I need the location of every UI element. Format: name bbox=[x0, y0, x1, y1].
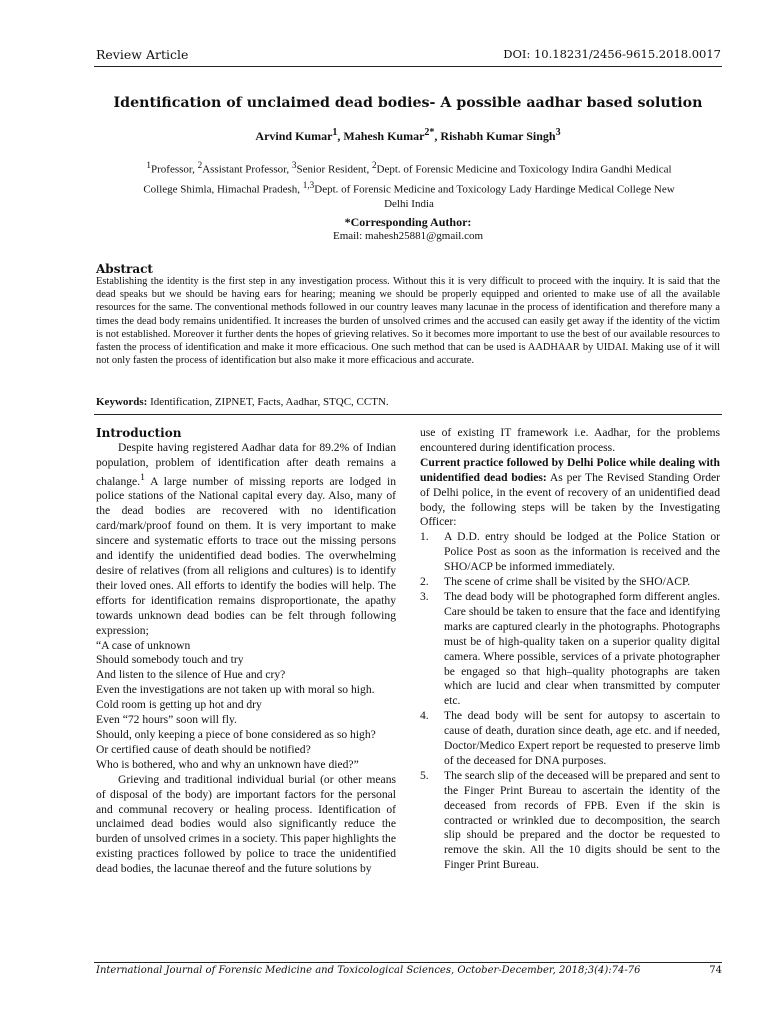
poem-line: Should, only keeping a piece of bone considered as so high? bbox=[96, 727, 376, 741]
affil-sup-4: 2 bbox=[371, 160, 377, 170]
author-1: Arvind Kumar bbox=[255, 129, 333, 143]
author-3: Rishabh Kumar Singh bbox=[440, 129, 556, 143]
list-text: The search slip of the deceased will be prepared and sent to the Finger Print Bureau to ascertain the identity of the deceased from records of FPB. Even if the skin is contracted or wrinkled due to decomposition, the search slip should be prepared and the doctor be requested to remove the skin. All the 10 digits should be sent to the Finger Print Bureau. bbox=[444, 768, 720, 872]
current-practice-paragraph bbox=[420, 456, 720, 531]
author-1-sup: 1 bbox=[332, 127, 338, 138]
poem-line: And listen to the silence of Hue and cry? bbox=[96, 668, 286, 682]
running-footer bbox=[96, 965, 722, 976]
affil-text-5: Dept. of Forensic Medicine and Toxicology Lady Hardinge Medical College New Delhi India bbox=[314, 183, 675, 211]
intro-p1-part-a: Despite having registered Aadhar data for 89.2% of Indian population, problem of identification after death remains a chalange. bbox=[96, 440, 396, 488]
affil-text-3: Senior Resident, bbox=[296, 163, 372, 176]
current-practice-heading: Current practice followed by Delhi Police while dealing with unidentified dead bodies: bbox=[420, 455, 720, 484]
affil-text-2: Assistant Professor, bbox=[202, 163, 292, 176]
list-item bbox=[420, 709, 720, 769]
author-3-sup: 3 bbox=[555, 127, 561, 138]
list-number: 5. bbox=[420, 768, 429, 782]
list-text: The scene of crime shall be visited by the SHO/ACP. bbox=[444, 575, 690, 589]
affil-sup-1: 1 bbox=[146, 160, 151, 170]
keywords-text: Identification, ZIPNET, Facts, Aadhar, STQC, CCTN. bbox=[147, 396, 389, 408]
header-rule bbox=[94, 66, 722, 67]
doi[interactable]: DOI: 10.18231/2456-9615.2018.0017 bbox=[503, 47, 721, 61]
corresponding-author-label: *Corresponding Author: bbox=[344, 215, 472, 229]
journal-citation: International Journal of Forensic Medicine and Toxicological Sciences, October-December, 2018;3(4):74-76 bbox=[96, 965, 641, 976]
affil-sup-2: 2 bbox=[197, 160, 203, 170]
intro-p1-part-b: A large number of missing reports are lodged in police stations of the National capital every day. Also, many of the dead bodies are recovered with no identification card/mark/proof found on them. It is very important to make sincere and systematic efforts to trace out the missing persons and identify the unidentified dead bodies. The overwhelming desire of relatives (from all religions and cultures) is to identify their loved ones. All efforts to identify the bodies will help. The efforts for identification remains disproportionate, the apathy towards unknown dead bodies can be felt through following expression; bbox=[96, 474, 396, 637]
affil-text-1: Professor, bbox=[151, 163, 198, 176]
poem-line: Should somebody touch and try bbox=[96, 653, 244, 667]
author-2-sup: 2* bbox=[424, 127, 435, 138]
affil-sup-5: 1,3 bbox=[302, 179, 315, 190]
corresponding-email[interactable]: Email: mahesh25881@gmail.com bbox=[332, 230, 484, 242]
current-practice-text: As per The Revised Standing Order of Delhi police, in the event of recovery of an unidentified dead body, the following steps will be taken by the Investigating Officer: bbox=[420, 470, 721, 529]
author-2: Mahesh Kumar bbox=[343, 129, 425, 143]
poem-line: Who is bothered, who and why an unknown have died?” bbox=[96, 757, 359, 771]
poem-line: Even “72 hours” soon will fly. bbox=[96, 713, 237, 727]
abstract-text: Establishing the identity is the first step in any investigation process. Without this it is very difficult to proceed with the inquiry. It is said that the dead speaks but we should be having ears for hearing; meaning we should be properly equipped and oriented to make use of all the available resources for the same. The conventional methods followed in our country leaves many lacunae in the process of identification and therefore many a times the dead body remains unidentified. It increases the burden of unsolved crimes and the accused can easily get away if the identity of the victim is not established. Moreover it further dents the hopes of grieving relatives. So it becomes more important to use the best of our available resources to fasten the process of identification and make it more efficacious. One such method that can be used is AADHAAR by UIDAI. Making use of it will not only fasten the process of identification but also make it more efficacious and accurate. bbox=[96, 276, 720, 367]
poem bbox=[96, 639, 396, 773]
abstract-heading: Abstract bbox=[96, 262, 153, 276]
poem-line: “A case of unknown bbox=[96, 638, 191, 652]
right-continuation: use of existing IT framework i.e. Aadhar, for the problems encountered during identification process. bbox=[420, 426, 720, 454]
keywords bbox=[96, 396, 389, 408]
poem-line: Cold room is getting up hot and dry bbox=[96, 698, 262, 712]
poem-line: Even the investigations are not taken up with moral so high. bbox=[96, 683, 375, 697]
steps-list bbox=[420, 530, 720, 873]
affil-text-4: Dept. of Forensic Medicine and Toxicology Indira Gandhi Medical College Shimla, Himachal Pradesh, bbox=[143, 163, 672, 196]
list-number: 3. bbox=[420, 589, 429, 603]
keywords-label: Keywords: bbox=[96, 396, 148, 408]
citation-sup: 1 bbox=[140, 471, 145, 483]
list-item bbox=[420, 575, 720, 590]
author-list: Arvind Kumar$^1$, Mahesh Kumar$^{2*}$, Rishabh Kumar Singh$^3$ bbox=[255, 127, 561, 143]
list-text: A D.D. entry should be lodged at the Police Station or Police Post as soon as the information is received and the SHO/ACP be informed immediately. bbox=[444, 530, 720, 574]
list-item bbox=[420, 769, 720, 873]
footer-rule bbox=[94, 962, 722, 963]
list-number: 2. bbox=[420, 575, 429, 589]
left-column bbox=[96, 426, 396, 877]
affil-sup-3: 3 bbox=[291, 160, 297, 170]
list-text: The dead body will be photographed form different angles. Care should be taken to ensure that the face and identifying marks are captured clearly in the photographs. Photographs must be of high-quality taken on a superior quality digital camera. Where possible, services of a private photographer be engaged so that high–quality photographs are taken which are lucid and clear when transmitted by computer etc. bbox=[444, 589, 720, 708]
intro-paragraph-2: Grieving and traditional individual burial (or other means of disposal of the body) are important factors for the personal and communal recovery or healing process. Identification of unclaimed dead bodies would also significantly reduce the burden of unsolved crimes in a society. This paper highlights the existing practices followed by police to trace the unidentified dead bodies, the lacunae thereof and the future solutions by bbox=[96, 772, 396, 876]
article-type: Review Article bbox=[96, 47, 189, 62]
list-item bbox=[420, 530, 720, 575]
introduction-heading: Introduction bbox=[96, 426, 182, 440]
poem-line: Or certified cause of death should be notified? bbox=[96, 742, 311, 756]
intro-paragraph-1 bbox=[96, 441, 396, 639]
list-number: 4. bbox=[420, 709, 429, 723]
keywords-rule bbox=[94, 414, 722, 415]
list-number: 1. bbox=[420, 530, 429, 544]
list-text: The dead body will be sent for autopsy to ascertain to cause of death, duration since death, age etc. and if needed, Doctor/Medico Expert report be requested to preserve limb of the deceased for DNA purposes. bbox=[444, 709, 720, 767]
affiliations bbox=[140, 158, 678, 212]
paper-title: Identification of unclaimed dead bodies- A possible aadhar based solution bbox=[113, 95, 703, 111]
list-item bbox=[420, 590, 720, 709]
right-column bbox=[420, 426, 720, 873]
page-number: 74 bbox=[709, 965, 722, 976]
